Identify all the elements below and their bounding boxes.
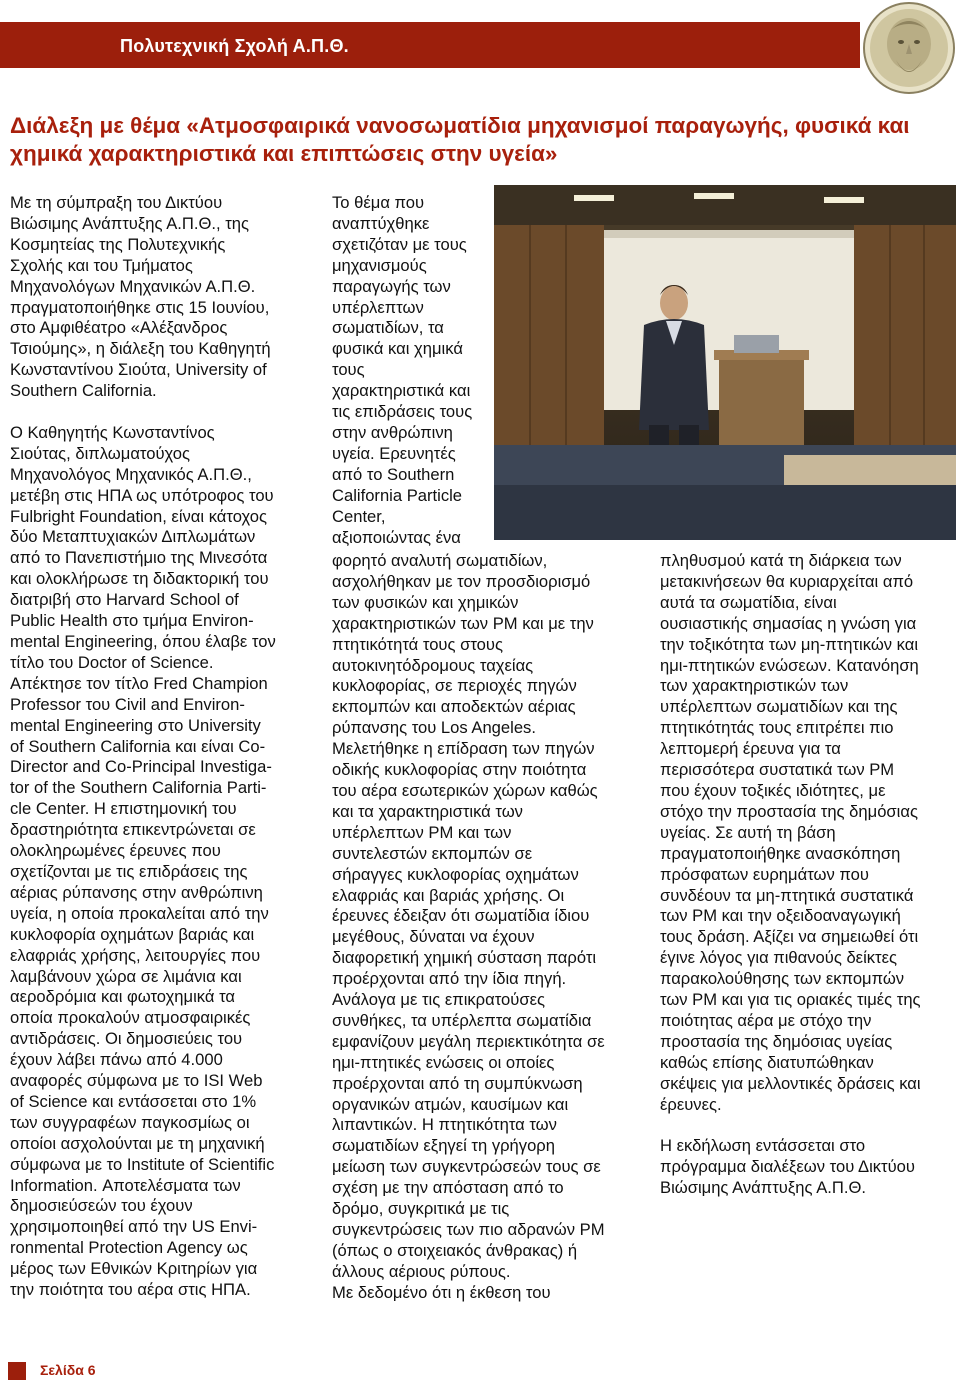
- column-2-top: [332, 193, 492, 548]
- biography-paragraph: Ο Καθηγητής Κωνσταντίνος Σιούτας, διπλωματούχος Μηχανολόγος Μηχανικός Α.Π.Θ., μετέβη στις ΗΠΑ ως υπότροφος του Fulbright Foundation, είναι κάτοχος δύο Μεταπτυχιακών Διπλωμάτων από το Πανεπιστήμιο της Μινεσότα και ολοκλήρωσε τη διδακτορική του διατριβή στο Harvard School of Public Health στο τμήμα Environ- mental Engineering, όπου έλαβε τον τίτλο του Doctor of Science. Απέκτησε τον τίτλο Fred Champion Professor του Civil and Environ- mental Engineering στο University of Southern California και είναι Co- Director and Co-Principal Investiga- tor of the Southern California Parti- cle Center. Η επιστημονική του δραστηριότητα επικεντρώνεται σε ολοκληρωμένες έρευνες που σχετίζονται με τις επιδράσεις της αέριας ρύπανσης στην ανθρώπινη υγεία, η οποία προκαλείται από την κυκλοφορία οχημάτων βαριάς και ελαφριάς χρήσης, λειτουργίες που λαμβάνουν χώρα σε λιμάνια και αεροδρόμια και φωτοχημικά τα οποία προκαλούν ατμοσφαιρικές αντιδράσεις. Οι δημοσιεύεις του έχουν λάβει πάνω από 4.000 αναφορές σύμφωνα με το ISI Web of Science και εντάσσεται στο 1% των συγγραφέων παγκοσμίως οι οποίοι ασχολούνται με τη μηχανική σύμφωνα με το Institute of Scientific Information. Αποτελέσματα των δημοσιεύσεών του έχουν χρησιμοποιηθεί από την US Envi- ronmental Protection Agency ως μέρος των Εθνικών Κριτηρίων για την ποιότητα του αέρα στις ΗΠΑ.: [10, 422, 276, 1300]
- header-title: Πολυτεχνική Σχολή Α.Π.Θ.: [120, 36, 349, 56]
- column-3: [660, 551, 955, 1199]
- column-2-bottom: [332, 551, 642, 1304]
- closing-paragraph: Η εκδήλωση εντάσσεται στο πρόγραμμα διαλέξεων του Δικτύου Βιώσιμης Ανάπτυξης Α.Π.Θ.: [660, 1136, 915, 1198]
- findings-paragraph: πληθυσμού κατά τη διάρκεια των μετακινήσεων θα κυριαρχείται από αυτά τα σωματίδια, είναι ουσιαστικής σημασίας η γνώση για την τοξικότητα των μη-πτητικών και ημι-πτητικών ενώσεων. Κατανόηση των χαρακτηριστικών των υπέρλεπτων σωματιδίων και της πτητικότητάς τους επιτρέπει πιο λεπτομερή έρευνα για τα περισσότερα συστατικά των PM που έχουν τοξικές ιδιότητες, με στόχο την προστασία της δημόσιας υγείας. Σε αυτή τη βάση πραγματοποιήθηκε ανασκόπηση πρόσφατων ευρημάτων που συνδέουν τα μη-πτητικά συστατικά των PM και την οξειδοαναγωγική τους δράση. Αξίζει να σημειωθεί ότι έγινε λόγος για πιθανούς δείκτες παρακολούθησης των εκπομπών των PM και για τις οριακές τιμές της ποιότητας αέρα με στόχο την προστασία της δημόσιας υγείας καθώς επίσης διατυπώθηκαν σκέψεις για μελλοντικές δράσεις και έρευνες.: [660, 551, 921, 1114]
- footer-marker: [8, 1362, 26, 1380]
- intro-paragraph: Με τη σύμπραξη του Δικτύου Βιώσιμης Ανάπτυξης Α.Π.Θ., της Κοσμητείας της Πολυτεχνικής Σχολής και του Τμήματος Μηχανολόγων Μηχανικών Α.Π.Θ. πραγματοποιήθηκε στις 15 Ιουνίου, στο Αμφιθέατρο «Αλέξανδρος Τσιούμης», η διάλεξη του Καθηγητή Κωνσταντίνου Σιούτα, University of Southern California.: [10, 193, 271, 401]
- research-paragraph: φορητό αναλυτή σωματιδίων, ασχολήθηκαν με τον προσδιορισμό των φυσικών και χημικών χαρακτηριστικών των PM και με την πτητικότητά τους στους αυτοκινητόδρομους ταχείας κυκλοφορίας, σε περιοχές πηγών εκπομπών και αποδεκτών αέριας ρύπανσης του Los Angeles. Μελετήθηκε η επίδραση των πηγών οδικής κυκλοφορίας στην ποιότητα του αέρα εσωτερικών χώρων καθώς και τα χαρακτηριστικά των υπέρλεπτων PM και των συντελεστών εκπομπών σε σήραγγες κυκλοφορίας οχημάτων ελαφριάς και βαριάς χρήσης. Οι έρευνες έδειξαν ότι σωματίδια ίδιου μεγέθους, δύναται να έχουν διαφορετική χημική σύσταση παρότι προέρχονται από την ίδια πηγή. Ανάλογα με τις επικρατούσες συνθήκες, τα υπέρλεπτα σωματίδια εμφανίζουν μεγάλη περιεκτικότητα σε ημι-πτητικές ενώσεις οι οποίες προέρχονται από τη συμπύκνωση οργανικών ατμών, καυσίμων και λιπαντικών. Η πτητικότητα των σωματιδίων εξηγεί τη γρήγορη μείωση των συγκεντρώσεών τους σε σχέση με την απόσταση από το δρόμο, συγκριτικά με τις συγκεντρώσεις των πιο αδρανών PM (όπως ο στοιχειακός άνθρακας) ή άλλους αέριους ρύπους. Με δεδομένο ότι η έκθεση του: [332, 551, 605, 1302]
- page-number: Σελίδα 6: [40, 1362, 96, 1378]
- ancient-head-coin-logo-icon: [858, 0, 960, 100]
- lecture-hall-photo-icon: [494, 185, 956, 540]
- column-1: [10, 193, 310, 1301]
- topic-paragraph: Το θέμα που αναπτύχθηκε σχετιζόταν με τους μηχανισμούς παραγωγής των υπέρλεπτων σωματιδίων, τα φυσικά και χημικά τους χαρακτηριστικά και τις επιδράσεις τους στην ανθρώπινη υγεία. Ερευνητές από το Southern California Particle Center, αξιοποιώντας ένα: [332, 193, 473, 547]
- article-title: Διάλεξη με θέμα «Ατμοσφαιρικά νανοσωματίδια μηχανισμοί παραγωγής, φυσικά και χημικά χαρακτηριστικά και επιπτώσεις στην υγεία»: [10, 113, 910, 166]
